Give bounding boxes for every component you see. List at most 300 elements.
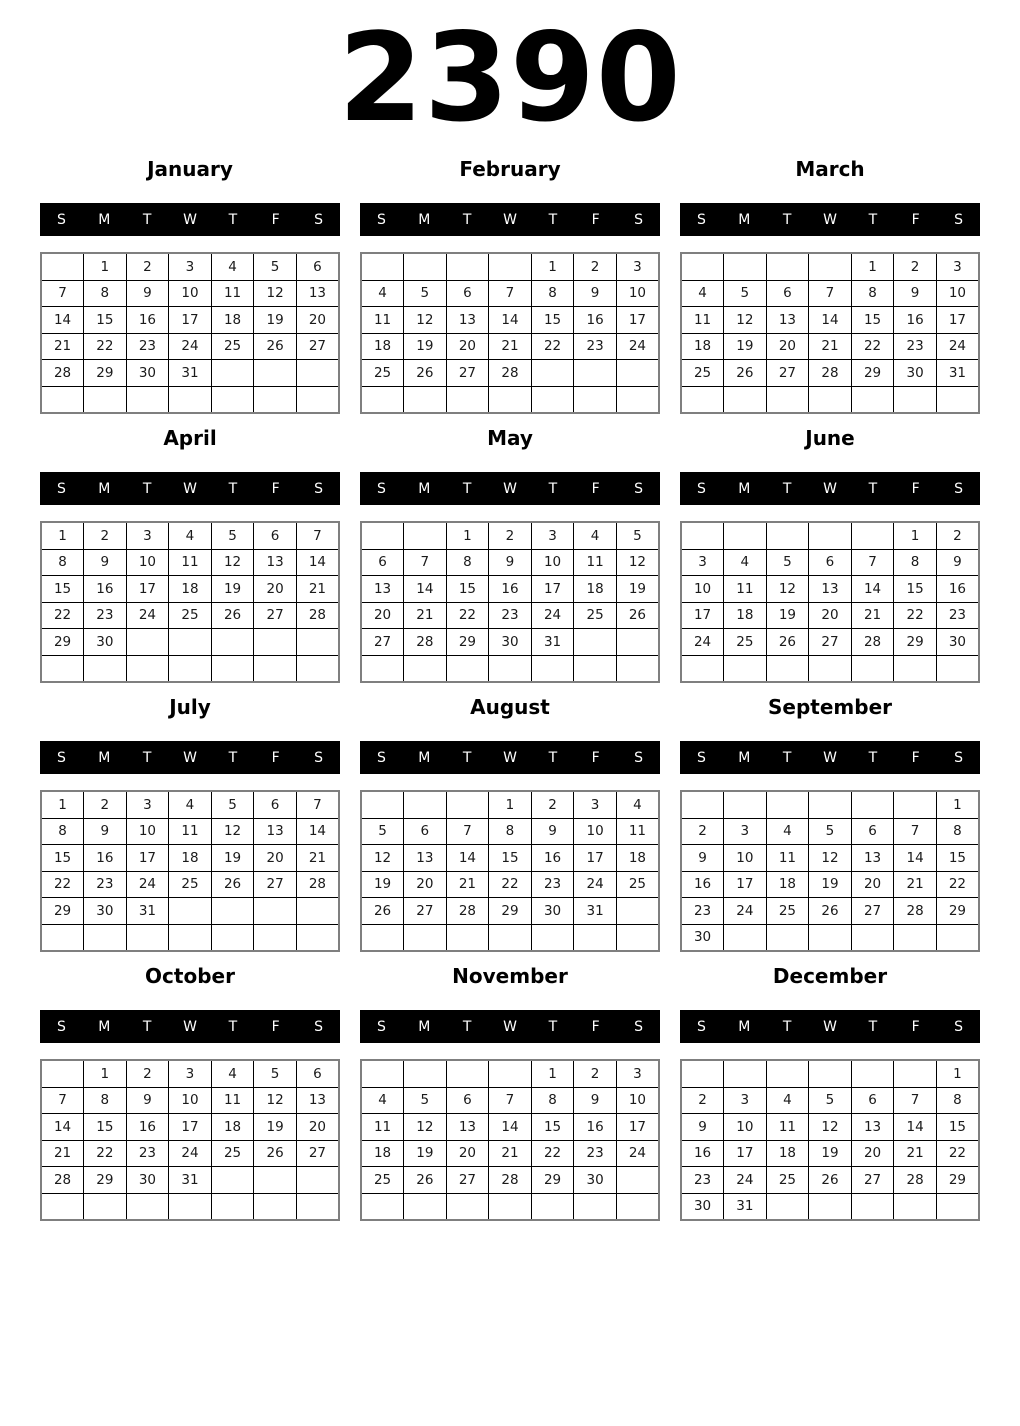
day-cell: 19 <box>809 871 852 898</box>
day-cell: 27 <box>851 898 894 925</box>
empty-day-cell <box>809 386 852 413</box>
day-cell: 1 <box>489 791 532 818</box>
empty-day-cell <box>616 360 659 387</box>
day-cell: 10 <box>616 1087 659 1114</box>
empty-day-cell <box>126 386 169 413</box>
day-cell: 24 <box>936 333 979 360</box>
day-cell: 2 <box>84 791 127 818</box>
week-row <box>361 280 659 307</box>
day-cell: 12 <box>361 845 404 872</box>
week-row <box>41 1114 339 1141</box>
day-cell: 23 <box>936 602 979 629</box>
month-block <box>40 158 340 414</box>
week-row <box>681 253 979 280</box>
empty-day-cell <box>489 386 532 413</box>
empty-day-cell <box>254 655 297 682</box>
empty-day-cell <box>361 655 404 682</box>
day-cell: 21 <box>851 602 894 629</box>
day-cell: 19 <box>724 333 767 360</box>
day-cell: 21 <box>894 1140 937 1167</box>
empty-day-cell <box>766 924 809 951</box>
day-cell: 11 <box>361 1114 404 1141</box>
day-cell: 16 <box>84 845 127 872</box>
day-cell: 20 <box>404 871 447 898</box>
day-cell: 28 <box>851 629 894 656</box>
empty-day-cell <box>809 253 852 280</box>
day-cell: 16 <box>126 1114 169 1141</box>
day-cell: 31 <box>169 360 212 387</box>
empty-day-cell <box>126 655 169 682</box>
day-cell: 6 <box>446 1087 489 1114</box>
week-row <box>41 333 339 360</box>
weekday-label: F <box>271 211 280 228</box>
day-cell: 13 <box>809 576 852 603</box>
day-cell: 23 <box>126 333 169 360</box>
day-cell: 28 <box>894 1167 937 1194</box>
empty-day-cell <box>126 629 169 656</box>
month-block <box>680 158 980 414</box>
day-cell: 24 <box>531 602 574 629</box>
day-cell: 18 <box>361 333 404 360</box>
day-cell: 15 <box>84 307 127 334</box>
month-day-grid <box>40 252 340 414</box>
day-cell: 14 <box>894 1114 937 1141</box>
empty-day-cell <box>766 253 809 280</box>
week-row <box>681 898 979 925</box>
weekday-label: W <box>503 1018 517 1035</box>
day-cell: 19 <box>616 576 659 603</box>
day-cell: 23 <box>531 871 574 898</box>
day-cell: 9 <box>126 1087 169 1114</box>
week-row <box>41 360 339 387</box>
day-cell: 27 <box>361 629 404 656</box>
empty-day-cell <box>724 1060 767 1087</box>
weekday-label: F <box>911 480 920 497</box>
day-cell: 11 <box>169 549 212 576</box>
month-title: July <box>169 695 211 720</box>
weekday-label: T <box>142 480 152 497</box>
empty-day-cell <box>809 1060 852 1087</box>
day-cell: 28 <box>809 360 852 387</box>
day-cell: 5 <box>809 818 852 845</box>
day-cell: 18 <box>574 576 617 603</box>
day-cell: 9 <box>574 1087 617 1114</box>
day-cell: 25 <box>681 360 724 387</box>
day-cell: 24 <box>169 333 212 360</box>
empty-day-cell <box>254 1167 297 1194</box>
weekday-label: T <box>548 749 558 766</box>
weekday-header <box>40 472 340 505</box>
day-cell: 1 <box>936 791 979 818</box>
day-cell: 7 <box>446 818 489 845</box>
empty-day-cell <box>894 1193 937 1220</box>
day-cell: 18 <box>211 1114 254 1141</box>
week-row <box>361 818 659 845</box>
day-cell: 16 <box>574 1114 617 1141</box>
day-cell: 22 <box>446 602 489 629</box>
day-cell: 6 <box>809 549 852 576</box>
week-row <box>41 307 339 334</box>
day-cell: 29 <box>851 360 894 387</box>
day-cell: 7 <box>894 818 937 845</box>
week-row <box>681 924 979 951</box>
day-cell: 25 <box>211 1140 254 1167</box>
day-cell: 22 <box>936 1140 979 1167</box>
day-cell: 13 <box>361 576 404 603</box>
weekday-label: T <box>228 1018 238 1035</box>
month-title: February <box>459 157 561 182</box>
day-cell: 22 <box>936 871 979 898</box>
empty-day-cell <box>296 898 339 925</box>
weekday-label: W <box>823 749 837 766</box>
day-cell: 18 <box>211 307 254 334</box>
weekday-label: T <box>868 211 878 228</box>
day-cell: 12 <box>724 307 767 334</box>
day-cell: 10 <box>681 576 724 603</box>
empty-day-cell <box>894 655 937 682</box>
month-day-grid <box>360 252 660 414</box>
empty-day-cell <box>616 1193 659 1220</box>
day-cell: 14 <box>809 307 852 334</box>
day-cell: 13 <box>296 1087 339 1114</box>
day-cell: 21 <box>404 602 447 629</box>
empty-day-cell <box>936 924 979 951</box>
day-cell: 10 <box>169 1087 212 1114</box>
day-cell: 9 <box>894 280 937 307</box>
day-cell: 20 <box>851 1140 894 1167</box>
week-row <box>41 1193 339 1220</box>
month-title: January <box>147 157 233 182</box>
day-cell: 27 <box>851 1167 894 1194</box>
day-cell: 27 <box>766 360 809 387</box>
day-cell: 2 <box>574 253 617 280</box>
weekday-label: T <box>142 749 152 766</box>
day-cell: 19 <box>211 576 254 603</box>
weekday-header <box>360 472 660 505</box>
day-cell: 15 <box>531 307 574 334</box>
weekday-header <box>680 741 980 774</box>
weekday-label: S <box>314 749 324 766</box>
day-cell: 24 <box>724 898 767 925</box>
empty-day-cell <box>936 655 979 682</box>
day-cell: 28 <box>41 1167 84 1194</box>
day-cell: 26 <box>361 898 404 925</box>
empty-day-cell <box>84 924 127 951</box>
empty-day-cell <box>211 655 254 682</box>
empty-day-cell <box>531 386 574 413</box>
week-row <box>41 253 339 280</box>
day-cell: 3 <box>126 522 169 549</box>
day-cell: 1 <box>41 791 84 818</box>
day-cell: 26 <box>724 360 767 387</box>
empty-day-cell <box>724 522 767 549</box>
weekday-label: S <box>56 480 66 497</box>
empty-day-cell <box>574 629 617 656</box>
day-cell: 11 <box>361 307 404 334</box>
day-cell: 4 <box>616 791 659 818</box>
day-cell: 11 <box>766 1114 809 1141</box>
day-cell: 8 <box>446 549 489 576</box>
empty-day-cell <box>574 924 617 951</box>
weekday-label: W <box>503 211 517 228</box>
day-cell: 31 <box>574 898 617 925</box>
day-cell: 27 <box>446 360 489 387</box>
empty-day-cell <box>446 1060 489 1087</box>
weekday-label: S <box>696 1018 706 1035</box>
weekday-label: F <box>591 480 600 497</box>
day-cell: 1 <box>84 253 127 280</box>
day-cell: 26 <box>254 333 297 360</box>
weekday-label: S <box>634 1018 644 1035</box>
day-cell: 21 <box>894 871 937 898</box>
day-cell: 12 <box>809 845 852 872</box>
day-cell: 25 <box>766 898 809 925</box>
month-title: December <box>772 964 888 989</box>
weekday-label: S <box>56 1018 66 1035</box>
month-day-grid <box>360 790 660 952</box>
weekday-label: W <box>823 1018 837 1035</box>
day-cell: 1 <box>894 522 937 549</box>
day-cell: 29 <box>41 898 84 925</box>
day-cell: 25 <box>574 602 617 629</box>
empty-day-cell <box>296 386 339 413</box>
week-row <box>361 549 659 576</box>
day-cell: 31 <box>169 1167 212 1194</box>
day-cell: 7 <box>41 280 84 307</box>
empty-day-cell <box>724 924 767 951</box>
day-cell: 26 <box>766 629 809 656</box>
empty-day-cell <box>724 791 767 818</box>
day-cell: 22 <box>84 333 127 360</box>
weekday-label: T <box>462 749 472 766</box>
day-cell: 30 <box>489 629 532 656</box>
day-cell: 3 <box>724 818 767 845</box>
day-cell: 28 <box>296 871 339 898</box>
day-cell: 19 <box>254 1114 297 1141</box>
day-cell: 2 <box>936 522 979 549</box>
weekday-label: S <box>376 749 386 766</box>
week-row <box>361 307 659 334</box>
day-cell: 23 <box>126 1140 169 1167</box>
weekday-label: F <box>911 211 920 228</box>
day-cell: 30 <box>84 898 127 925</box>
day-cell: 6 <box>446 280 489 307</box>
day-cell: 17 <box>169 307 212 334</box>
day-cell: 7 <box>489 1087 532 1114</box>
day-cell: 11 <box>616 818 659 845</box>
weekday-label: M <box>738 749 751 766</box>
day-cell: 9 <box>681 1114 724 1141</box>
day-cell: 20 <box>766 333 809 360</box>
day-cell: 17 <box>574 845 617 872</box>
day-cell: 8 <box>84 1087 127 1114</box>
week-row <box>681 280 979 307</box>
week-row <box>41 629 339 656</box>
day-cell: 20 <box>446 333 489 360</box>
empty-day-cell <box>724 253 767 280</box>
day-cell: 28 <box>446 898 489 925</box>
day-cell: 13 <box>851 845 894 872</box>
empty-day-cell <box>296 629 339 656</box>
day-cell: 14 <box>296 818 339 845</box>
day-cell: 11 <box>681 307 724 334</box>
day-cell: 25 <box>169 602 212 629</box>
empty-day-cell <box>681 1060 724 1087</box>
empty-day-cell <box>211 898 254 925</box>
day-cell: 16 <box>84 576 127 603</box>
empty-day-cell <box>361 1060 404 1087</box>
day-cell: 30 <box>894 360 937 387</box>
day-cell: 17 <box>169 1114 212 1141</box>
empty-day-cell <box>489 655 532 682</box>
empty-day-cell <box>766 1060 809 1087</box>
month-block <box>680 696 980 952</box>
weekday-header <box>360 741 660 774</box>
day-cell: 15 <box>84 1114 127 1141</box>
empty-day-cell <box>574 360 617 387</box>
weekday-label: T <box>782 211 792 228</box>
day-cell: 10 <box>724 1114 767 1141</box>
week-row <box>41 845 339 872</box>
day-cell: 10 <box>616 280 659 307</box>
day-cell: 20 <box>809 602 852 629</box>
day-cell: 26 <box>211 602 254 629</box>
empty-day-cell <box>531 360 574 387</box>
week-row <box>681 871 979 898</box>
empty-day-cell <box>681 386 724 413</box>
day-cell: 6 <box>361 549 404 576</box>
day-cell: 9 <box>84 549 127 576</box>
weekday-label: T <box>782 480 792 497</box>
weekday-label: T <box>548 480 558 497</box>
weekday-label: S <box>954 480 964 497</box>
week-row <box>361 253 659 280</box>
day-cell: 3 <box>574 791 617 818</box>
day-cell: 6 <box>296 253 339 280</box>
day-cell: 23 <box>681 1167 724 1194</box>
weekday-label: T <box>228 480 238 497</box>
empty-day-cell <box>681 791 724 818</box>
day-cell: 22 <box>41 871 84 898</box>
week-row <box>361 924 659 951</box>
empty-day-cell <box>41 386 84 413</box>
empty-day-cell <box>851 386 894 413</box>
empty-day-cell <box>254 386 297 413</box>
day-cell: 24 <box>126 871 169 898</box>
week-row <box>361 655 659 682</box>
day-cell: 1 <box>84 1060 127 1087</box>
week-row <box>681 307 979 334</box>
empty-day-cell <box>169 924 212 951</box>
month-day-grid <box>680 790 980 952</box>
empty-day-cell <box>211 924 254 951</box>
day-cell: 13 <box>404 845 447 872</box>
empty-day-cell <box>41 253 84 280</box>
day-cell: 27 <box>809 629 852 656</box>
day-cell: 1 <box>531 253 574 280</box>
day-cell: 4 <box>574 522 617 549</box>
weekday-label: S <box>696 211 706 228</box>
empty-day-cell <box>809 1193 852 1220</box>
weekday-label: T <box>548 1018 558 1035</box>
day-cell: 23 <box>574 333 617 360</box>
day-cell: 5 <box>616 522 659 549</box>
day-cell: 14 <box>296 549 339 576</box>
month-title: November <box>452 964 568 989</box>
weekday-label: S <box>376 480 386 497</box>
weekday-label: M <box>98 749 111 766</box>
day-cell: 19 <box>766 602 809 629</box>
day-cell: 25 <box>211 333 254 360</box>
empty-day-cell <box>296 360 339 387</box>
day-cell: 26 <box>404 1167 447 1194</box>
month-title: June <box>805 426 855 451</box>
empty-day-cell <box>531 924 574 951</box>
day-cell: 27 <box>296 333 339 360</box>
weekday-label: S <box>376 211 386 228</box>
weekday-label: T <box>142 211 152 228</box>
weekday-label: M <box>98 480 111 497</box>
empty-day-cell <box>254 898 297 925</box>
day-cell: 26 <box>809 898 852 925</box>
week-row <box>361 791 659 818</box>
day-cell: 21 <box>809 333 852 360</box>
week-row <box>361 522 659 549</box>
week-row <box>681 360 979 387</box>
day-cell: 21 <box>41 333 84 360</box>
weekday-label: S <box>314 480 324 497</box>
week-row <box>41 1060 339 1087</box>
empty-day-cell <box>404 386 447 413</box>
day-cell: 23 <box>681 898 724 925</box>
weekday-label: T <box>548 211 558 228</box>
day-cell: 4 <box>681 280 724 307</box>
weekday-label: S <box>314 1018 324 1035</box>
day-cell: 2 <box>531 791 574 818</box>
empty-day-cell <box>169 629 212 656</box>
day-cell: 3 <box>169 1060 212 1087</box>
day-cell: 8 <box>936 818 979 845</box>
day-cell: 4 <box>361 280 404 307</box>
week-row <box>681 818 979 845</box>
day-cell: 10 <box>724 845 767 872</box>
empty-day-cell <box>851 791 894 818</box>
empty-day-cell <box>894 791 937 818</box>
day-cell: 3 <box>169 253 212 280</box>
weekday-label: F <box>591 749 600 766</box>
empty-day-cell <box>211 386 254 413</box>
day-cell: 10 <box>574 818 617 845</box>
empty-day-cell <box>724 655 767 682</box>
week-row <box>681 1193 979 1220</box>
empty-day-cell <box>169 655 212 682</box>
week-row <box>41 1167 339 1194</box>
day-cell: 7 <box>851 549 894 576</box>
week-row <box>681 333 979 360</box>
day-cell: 17 <box>616 307 659 334</box>
weekday-label: F <box>271 1018 280 1035</box>
day-cell: 6 <box>851 818 894 845</box>
weekday-label: T <box>868 480 878 497</box>
day-cell: 17 <box>126 576 169 603</box>
empty-day-cell <box>766 1193 809 1220</box>
week-row <box>361 845 659 872</box>
day-cell: 17 <box>616 1114 659 1141</box>
week-row <box>361 629 659 656</box>
day-cell: 6 <box>254 791 297 818</box>
empty-day-cell <box>254 629 297 656</box>
day-cell: 2 <box>894 253 937 280</box>
